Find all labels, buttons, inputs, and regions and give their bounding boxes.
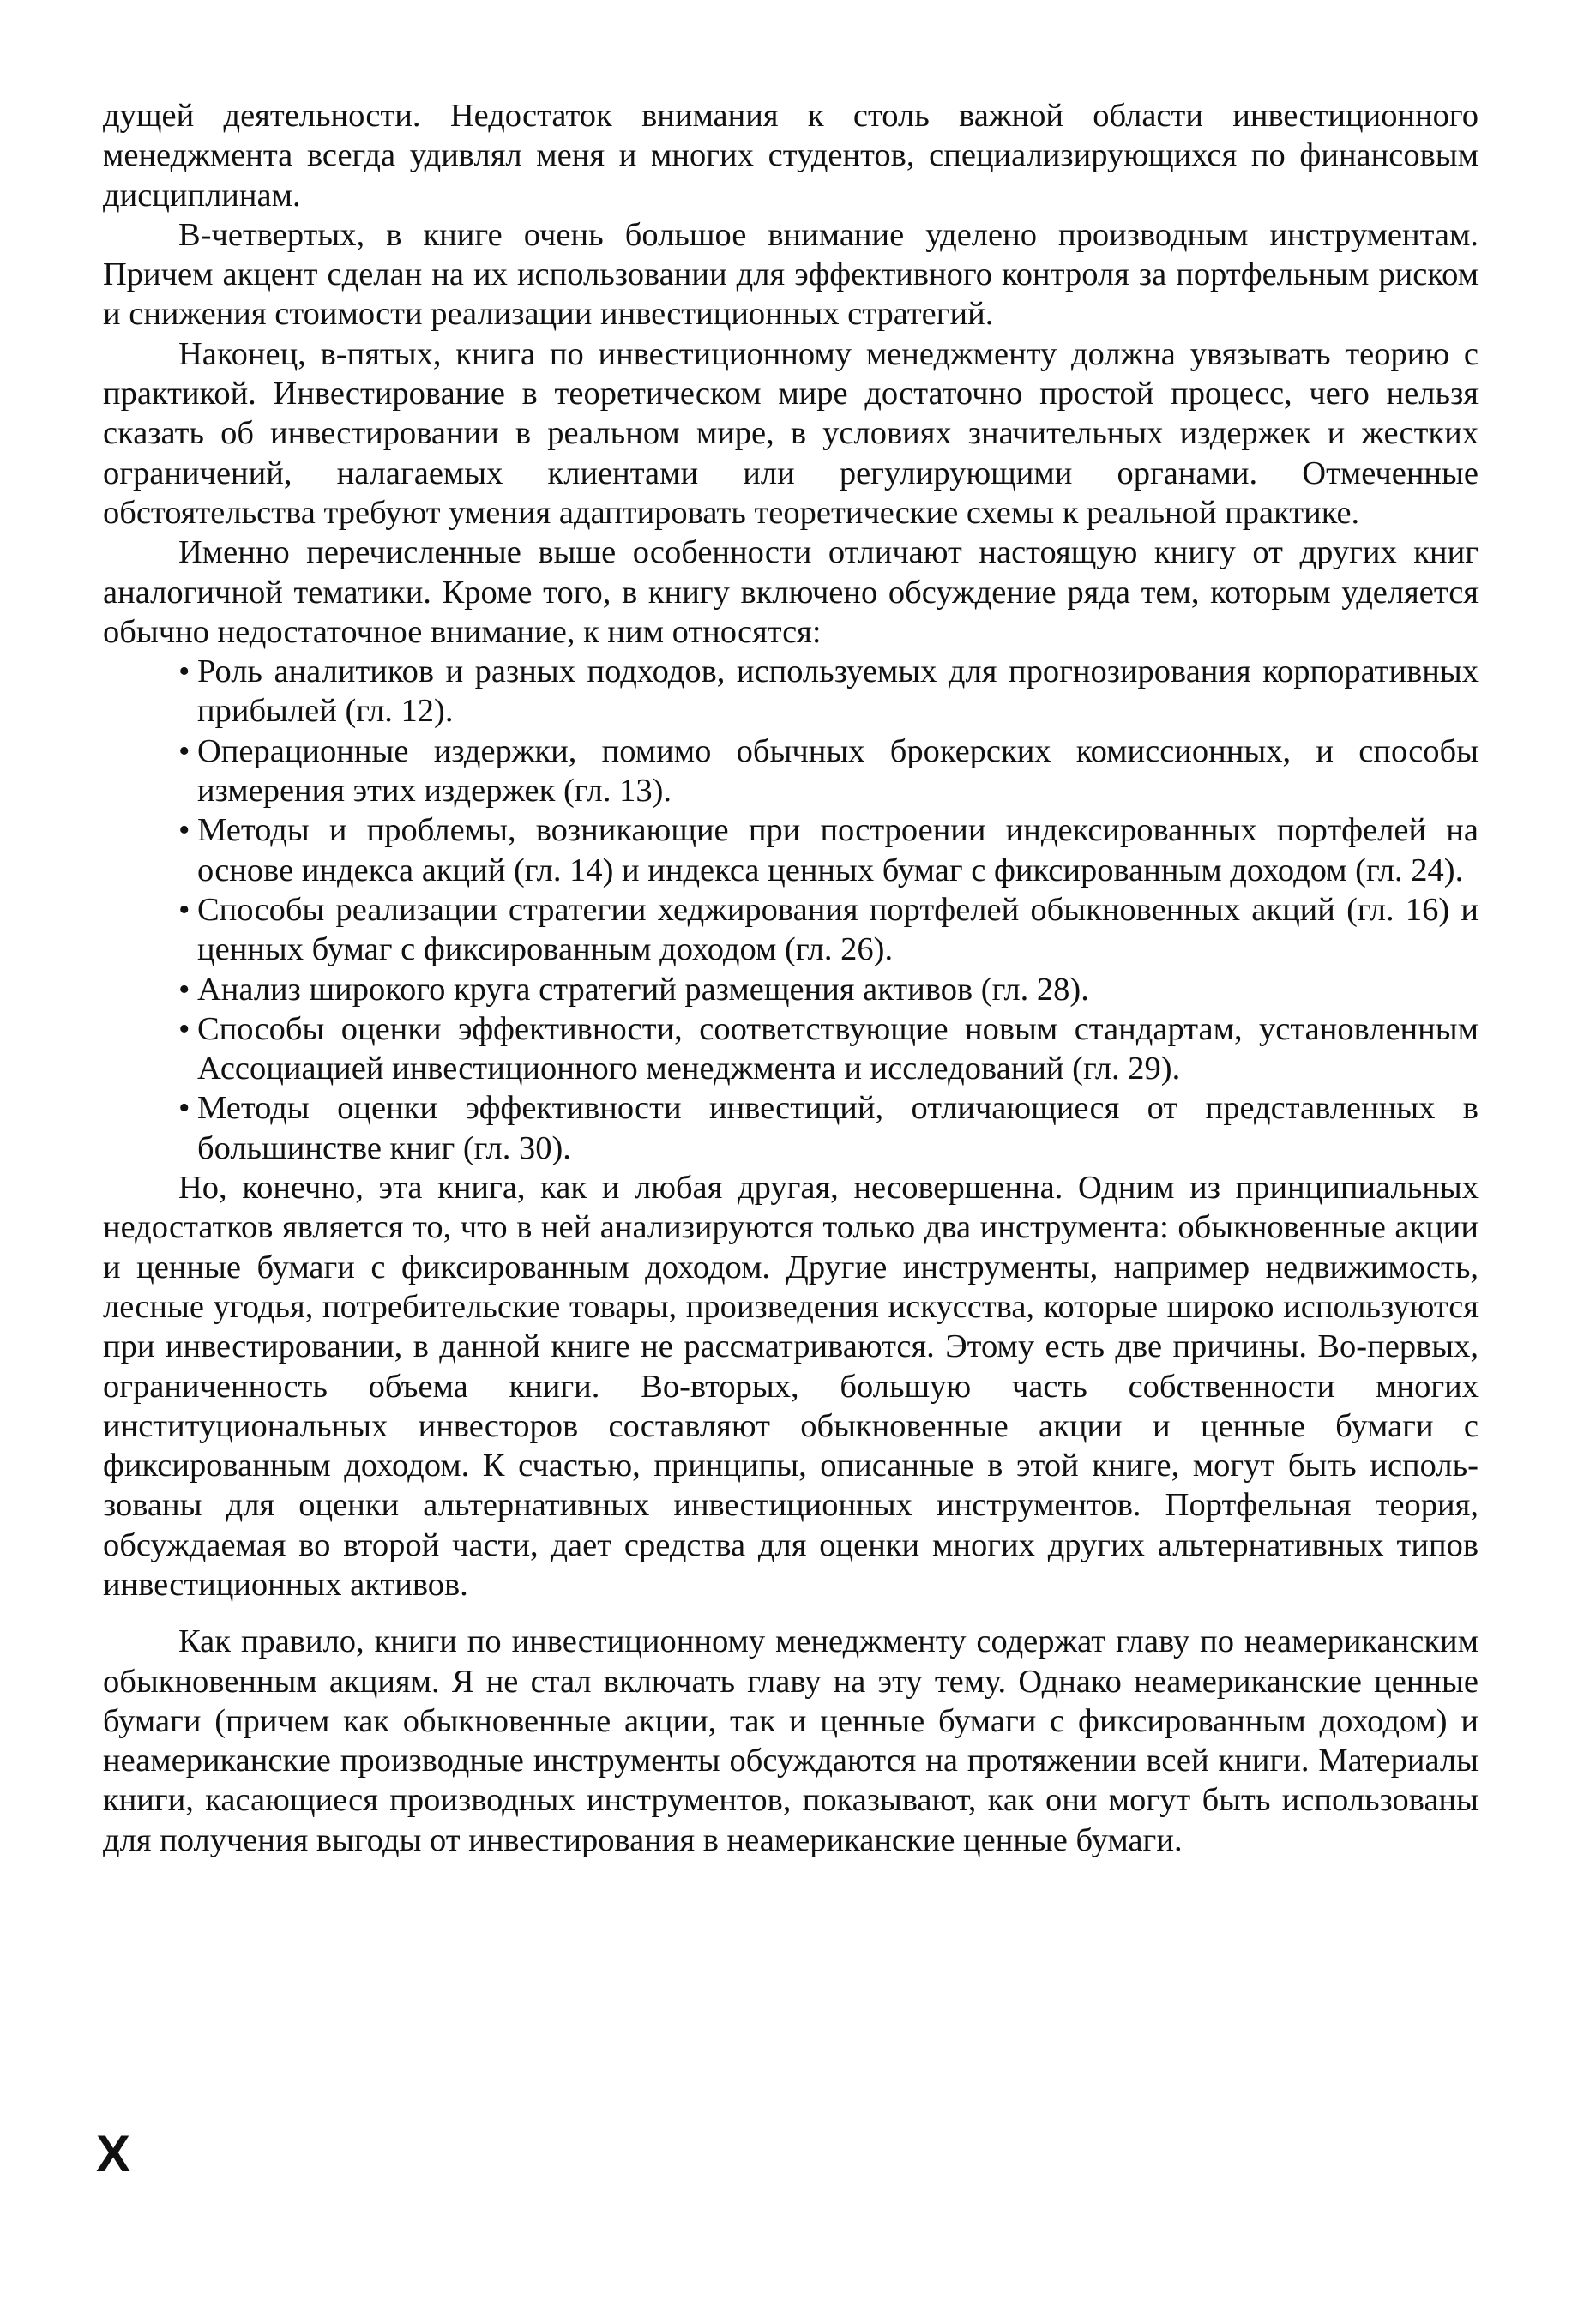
paragraph-non-american: Как правило, книги по инвестиционному менеджменту содержат главу по неамериканским обыкновенным акциям. Я не стал включать главу на эту тему. Однако неамериканские ценные бумаги (причем как обыкновенные акции, так и ценные бумаги с фиксированным доходом) и неамериканские производные инструменты обсуждаются на протяжении всей книги. Материалы книги, касающиеся производных инструментов, показывают, как они могут быть использованы для получения выгоды от инвестирования в неамериканские ценные бумаги. — [103, 1623, 1479, 1858]
list-item: • Операционные издержки, помимо обычных брокерских комиссионных, и способы измерения этих издержек (гл. 13). — [178, 732, 1479, 811]
paragraph-limitations: Но, конечно, эта книга, как и любая другая, несовершенна. Одним из принципиальных недостатков является то, что в ней анализируются только два инструмента: обыкновенные акции и ценные бумаги с фиксированным доходом. Другие инструменты, например недвижимость, лесные угодья, потребительские товары, произведения искусства, которые широко используются при инвестировании, в данной книге не рассматриваются. Этому есть две причины. Во-первых, ограниченность объема книги. Во-вторых, большую часть собственности многих институциональных инвесторов составляют обыкновенные акции и ценные бумаги с фиксированным доходом. К счастью, принципы, описанные в этой книге, могут быть использованы для оценки альтернативных инвестиционных инструментов. Портфельная теория, обсуждаемая во второй части, дает средства для оценки многих других альтернативных типов инвестиционных активов. — [103, 1170, 1479, 1603]
page-body — [103, 96, 1479, 1860]
list-item: • Методы оценки эффективности инвестиций, отличающиеся от представленных в большинстве книг (гл. 30). — [178, 1088, 1479, 1168]
page-number: X — [96, 2125, 131, 2183]
paragraph-continuation: дущей деятельности. Недостаток внимания к столь важной области инвестиционного менеджмента всегда удивлял меня и многих студентов, специализирующихся по финансовым дисциплинам. — [103, 98, 1479, 214]
topics-list — [103, 652, 1479, 1168]
paragraph-fifth: Наконец, в-пятых, книга по инвестиционному менеджменту должна увязывать теорию с практикой. Инвестирование в теоретическом мире достаточно простой процесс, чего нельзя сказать об инвестировании в реальном мире, в условиях значительных издержек и жестких ограничений, налагаемых клиентами или регулирующими органами. Отмеченные обстоятельства требуют умения адаптировать теоретические схемы к реальной практике. — [103, 335, 1479, 531]
list-item: • Роль аналитиков и разных подходов, используемых для прогнозирования корпоративных прибылей (гл. 12). — [178, 652, 1479, 732]
list-item: • Способы оценки эффективности, соответствующие новым стандартам, установленным Ассоциацией инвестиционного менеджмента и исследований (гл. 29). — [178, 1009, 1479, 1089]
list-item: • Анализ широкого круга стратегий размещения активов (гл. 28). — [178, 970, 1479, 1009]
paragraph-fourth: В-четвертых, в книге очень большое внимание уделено производным инструментам. Причем акцент сделан на их использовании для эффективного контроля за портфельным риском и снижения стоимости реализации инвестиционных стратегий. — [103, 216, 1479, 333]
paragraph-features: Именно перечисленные выше особенности отличают настоящую книгу от других книг аналогичной тематики. Кроме того, в книгу включено обсуждение ряда тем, которым уделяется обычно недостаточное внимание, к ним относятся: — [103, 534, 1479, 650]
list-item: • Методы и проблемы, возникающие при построении индексированных портфелей на основе индекса акций (гл. 14) и индекса ценных бумаг с фиксированным доходом (гл. 24). — [178, 810, 1479, 890]
list-item: • Способы реализации стратегии хеджирования портфелей обыкновенных акций (гл. 16) и ценных бумаг с фиксированным доходом (гл. 26). — [178, 890, 1479, 970]
